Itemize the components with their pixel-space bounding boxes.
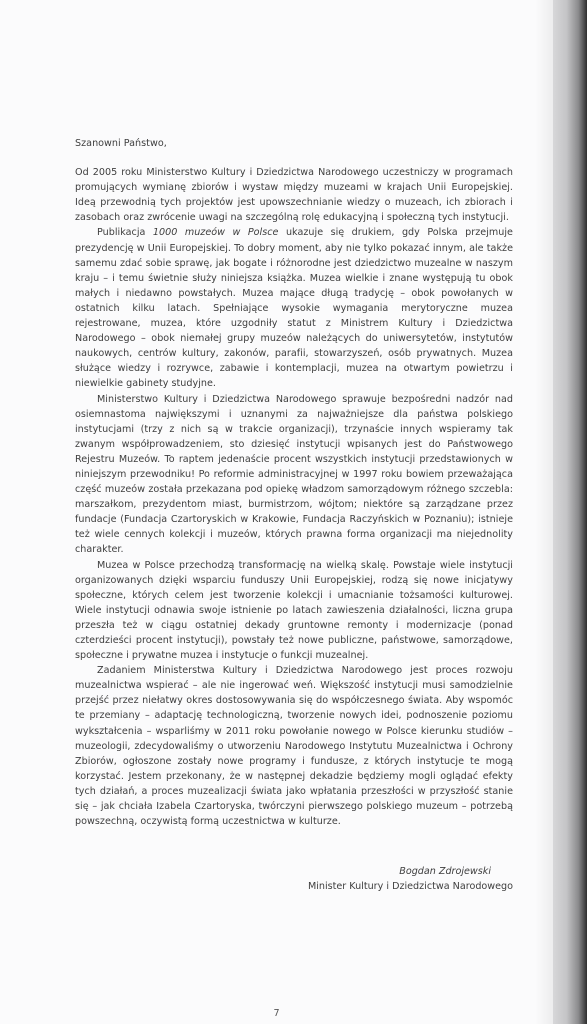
paragraph-3: Ministerstwo Kultury i Dziedzictwa Narodowego sprawuje bezpośredni nadzór nad osiemnastoma największymi i uznanymi za najważniejsze dla państwa polskiego instytucjami (trzy z nich są w trakcie organizacji), trzynaście innych wspieramy tak zwanym współprowadzeniem, sto dziesięć instytucji wpisanych jest do Państwowego Rejestru Muzeów. To raptem jedenaście procent wszystkich instytucji przedstawionych w niniejszym przewodniku! Po reformie administracyjnej w 1997 roku bowiem przeważająca część muzeów została przekazana pod opiekę władzom samorządowym różnego szczebla: marszałkom, prezydentom miast, burmistrzom, wójtom; niektóre są zarządzane przez fundacje (Fundacja Czartoryskich w Krakowie, Fundacja Raczyńskich w Poznaniu); istnieje też wiele cennych kolekcji i muzeów, których prawna forma organizacji ma niejednolity charakter.	[75, 393, 513, 556]
paragraph-2-lead: Publikacja	[97, 227, 153, 239]
page-number: 7	[273, 1008, 280, 1019]
page-gutter-shadow	[535, 0, 553, 1024]
signature-title: Minister Kultury i Dziedzictwa Narodowego	[307, 881, 513, 892]
signature-name: Bogdan Zdrojewski	[399, 866, 491, 877]
letter-body	[75, 136, 513, 829]
book-spine-edge	[553, 0, 587, 1024]
paragraph-5: Zadaniem Ministerstwa Kultury i Dziedzictwa Narodowego jest proces rozwoju muzealnictwa wspierać – ale nie ingerować weń. Większość instytucji musi samodzielnie przejść przez niełatwy okres dostosowywania się do współczesnego świata. Aby wspomóc te przemiany – adaptację technologiczną, tworzenie nowych idei, podnoszenie poziomu wykształcenia – wsparliśmy w 2011 roku powołanie nowego w Polsce kierunku studiów – muzeologii, zdecydowaliśmy o utworzeniu Narodowego Instytutu Muzealnictwa i Ochrony Zbiorów, ogłoszone zostały nowe programy i fundusze, z których instytucje te mogą korzystać. Jestem przekonany, że w następnej dekadzie będziemy mogli oglądać efekty tych działań, a proces muzealizacji świata jako wpłatania przeszłości w przyszłość stanie się – jak chciała Izabela Czartoryska, twórczyni pierwszego polskiego muzeum – potrzebą powszechną, oczywistą formą uczestnictwa w kulturze.	[75, 665, 513, 828]
paragraph-2	[75, 225, 513, 391]
paragraph-1: Od 2005 roku Ministerstwo Kultury i Dziedzictwa Narodowego uczestniczy w programach promujących wymianę zbiorów i wystaw między muzeami w krajach Unii Europejskiej. Ideą przewodnią tych projektów jest upowszechnianie wiedzy o muzeach, ich zbiorach i zasobach oraz zwrócenie uwagi na szczególną rolę edukacyjną i społeczną tych instytucji.	[75, 167, 513, 224]
salutation: Szanowni Państwo,	[75, 138, 167, 149]
paragraph-2-rest: ukazuje się drukiem, gdy Polska przejmuje prezydencję w Unii Europejskiej. To dobry moment, aby nie tylko pokazać innym, ale także samemu zdać sobie sprawę, jak bogate i różnorodne jest dziedzictwo muzealne w naszym kraju – i temu świetnie służy niniejsza książka. Muzea wielkie i znane występują tu obok małych i niedawno powstałych. Muzea mające długą tradycję – obok powołanych w ostatnich kilku latach. Spełniające wysokie wymagania merytoryczne muzea rejestrowane, muzea, które uzgodniły statut z Ministrem Kultury i Dziedzictwa Narodowego – obok niemałej grupy muzeów należących do uniwersytetów, instytutów naukowych, centrów kultury, zakonów, parafii, stowarzyszeń, osób prywatnych. Muzea służące wiedzy i rozrywce, zabawie i kontemplacji, muzea na otwartym powietrzu i niewielkie gabinety studyjne.	[75, 227, 513, 390]
paragraph-4: Muzea w Polsce przechodzą transformację na wielką skalę. Powstaje wiele instytucji organizowanych dzięki wsparciu funduszy Unii Europejskiej, rodzą się nowe inicjatywy społeczne, których celem jest tworzenie kolekcji i umacnianie tożsamości kulturowej. Wiele instytucji odnawia swoje istnienie po latach zawieszenia działalności, liczna grupa przeszła też w ciągu ostatniej dekady gruntowne remonty i modernizacje (ponad czterdzieści procent instytucji), powstały też nowe publiczne, państwowe, samorządowe, społeczne i prywatne muzea i instytucje o funkcji muzealnej.	[75, 559, 513, 662]
publication-title: 1000 muzeów w Polsce	[152, 227, 279, 239]
signature-block	[75, 864, 513, 894]
